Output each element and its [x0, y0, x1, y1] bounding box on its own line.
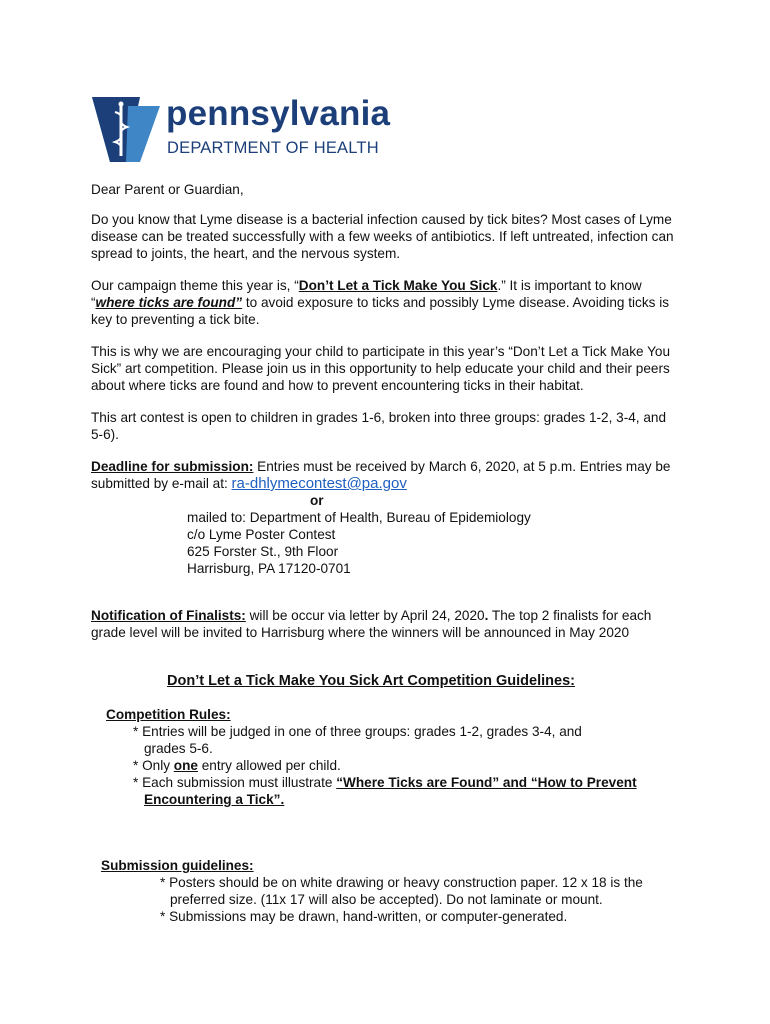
paragraph-grades: This art contest is open to children in grades 1-6, broken into three groups: grades 1-2, 3-4, and 5-6). — [91, 410, 667, 442]
logo-department: DEPARTMENT OF HEALTH — [167, 139, 379, 157]
address-line: 625 Forster St., 9th Floor — [187, 544, 339, 559]
submission-guidelines-label: Submission guidelines: — [101, 858, 254, 873]
where-ticks-found: where ticks are found” — [95, 295, 243, 310]
paragraph-encouragement: This is why we are encouraging your child to participate in this year’s “Don’t Let a Tick Make You Sick” art competition. Please join us in this opportunity to help educate your child and their peers about where ticks are found and how to prevent encountering ticks in their habitat. — [91, 344, 671, 393]
address-line: Harrisburg, PA 17120-0701 — [187, 561, 351, 576]
address-line: mailed to: Department of Health, Bureau of Epidemiology — [187, 510, 531, 525]
guideline-paper: * Posters should be on white drawing or heavy construction paper. 12 x 18 is the preferred size. (11x 17 will also be accepted). Do not laminate or mount. — [160, 875, 643, 907]
guideline-format: * Submissions may be drawn, hand-written, or computer-generated. — [160, 909, 568, 924]
campaign-theme: Don’t Let a Tick Make You Sick — [298, 278, 498, 293]
salutation: Dear Parent or Guardian, — [91, 182, 244, 197]
pa-health-logo — [90, 94, 391, 166]
paragraph-notification: Notification of Finalists: will be occur via letter by April 24, 2020. The top 2 finalists for each grade level will be invited to Harrisburg where the winners will be announced in May 2020 — [91, 608, 652, 640]
deadline-label: Deadline for submission: — [91, 459, 254, 474]
paragraph-lyme-info: Do you know that Lyme disease is a bacterial infection caused by tick bites? Most cases of Lyme disease can be treated successfully with a few weeks of antibiotics. If left untreated, infection can spread to joints, the heart, and the nervous system. — [91, 212, 674, 261]
rule-one-entry: * Only one entry allowed per child. — [133, 758, 341, 773]
guidelines-title: Don’t Let a Tick Make You Sick Art Competition Guidelines: — [167, 673, 575, 689]
competition-rules-label: Competition Rules: — [106, 707, 231, 722]
mailing-address — [187, 509, 607, 577]
rule-judging: * Entries will be judged in one of three groups: grades 1-2, grades 3-4, and grades 5-6. — [133, 724, 582, 756]
or-label: or — [310, 493, 324, 508]
rule-illustrate: * Each submission must illustrate “Where Ticks are Found” and “How to Prevent Encountering a Tick”. — [133, 775, 637, 807]
notification-label: Notification of Finalists: — [91, 608, 246, 623]
logo-name: pennsylvania — [166, 94, 391, 133]
paragraph-campaign-theme: Our campaign theme this year is, “Don’t Let a Tick Make You Sick.” It is important to know “where ticks are found” to avoid exposure to ticks and possibly Lyme disease. Avoiding ticks is key to preventing a tick bite. — [91, 278, 670, 327]
email-link[interactable]: ra-dhlymecontest@pa.gov — [231, 475, 407, 492]
address-line: c/o Lyme Poster Contest — [187, 527, 336, 542]
keystone-icon — [90, 94, 162, 166]
paragraph-deadline: Deadline for submission: Entries must be received by March 6, 2020, at 5 p.m. Entries may be submitted by e-mail at: ra-dhlymecontest@pa.gov — [91, 459, 671, 492]
